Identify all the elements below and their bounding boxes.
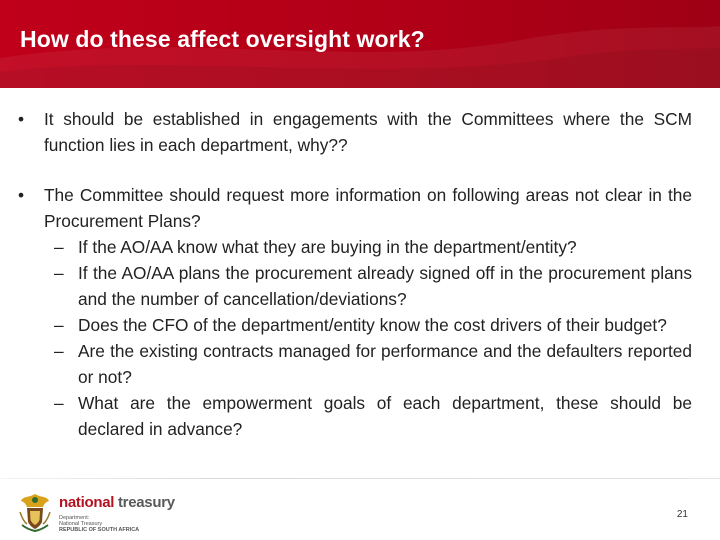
slide-title: How do these affect oversight work? — [20, 26, 425, 52]
bullet-text: It should be established in engagements with the Committees where the SCM function lies in each department, why?? — [44, 109, 692, 155]
bullet-item — [14, 182, 692, 234]
bullet-text: The Committee should request more information on following areas not clear in the Procurement Plans? — [44, 185, 692, 231]
logo-subline-1: Department: — [59, 515, 90, 521]
sub-item-marker: – — [54, 341, 64, 361]
sub-item-text: If the AO/AA plans the procurement already signed off in the procurement plans and the number of cancellation/deviations? — [78, 263, 692, 309]
logo-wordmark — [59, 494, 175, 511]
sub-item-text: If the AO/AA know what they are buying in the department/entity? — [78, 237, 577, 257]
sub-item-text: Are the existing contracts managed for performance and the defaulters reported or not? — [78, 341, 692, 387]
logo-wordmark-part1: national — [59, 494, 115, 511]
sub-item — [14, 312, 692, 338]
national-treasury-logo — [10, 488, 180, 536]
bullet-marker: • — [18, 109, 25, 129]
footer-divider — [0, 478, 720, 479]
bullet-item — [14, 106, 692, 158]
logo-subline-2: National Treasury — [59, 521, 103, 527]
bullet-marker: • — [18, 185, 25, 205]
title-bar — [0, 0, 720, 88]
sub-item-marker: – — [54, 393, 64, 413]
sub-item — [14, 390, 692, 442]
page-number: 21 — [676, 509, 688, 520]
sub-item — [14, 234, 692, 260]
sub-item — [14, 338, 692, 390]
sub-item-marker: – — [54, 237, 64, 257]
sub-item-marker: – — [54, 263, 64, 283]
sub-item-text: Does the CFO of the department/entity know the cost drivers of their budget? — [78, 315, 667, 335]
slide-footer — [0, 478, 720, 540]
logo-subline-3: REPUBLIC OF SOUTH AFRICA — [59, 527, 140, 533]
slide-content — [14, 106, 692, 442]
sub-item-marker: – — [54, 315, 64, 335]
logo-wordmark-part2: treasury — [114, 494, 175, 511]
coat-of-arms-icon — [18, 492, 52, 532]
sub-item-text: What are the empowerment goals of each department, these should be declared in advance? — [78, 393, 692, 439]
sub-item — [14, 260, 692, 312]
